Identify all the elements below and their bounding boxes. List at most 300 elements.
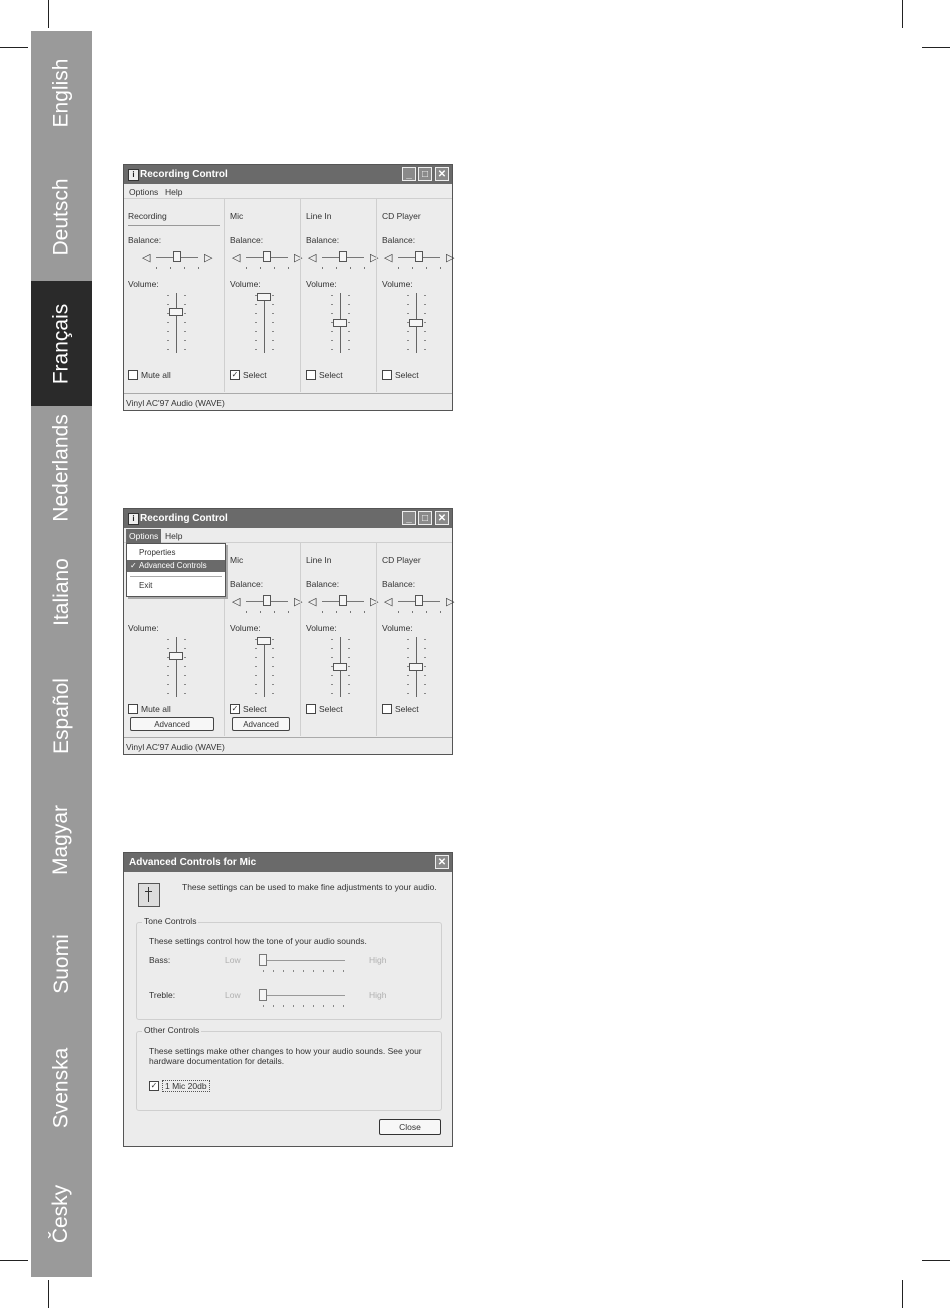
volume-tick (184, 648, 186, 649)
bass-high-label: High (369, 955, 387, 965)
balance-label: Balance: (128, 235, 162, 245)
checkbox-row[interactable] (230, 369, 267, 380)
volume-tick (167, 340, 169, 341)
tone-description: These settings control how the tone of your audio sounds. (149, 936, 367, 946)
group-label: Other Controls (144, 1025, 200, 1035)
balance-slider[interactable] (142, 251, 212, 265)
slider-tick (273, 1005, 274, 1007)
slider-tick (323, 1005, 324, 1007)
volume-tick (255, 340, 257, 341)
status-bar: Vinyl AC'97 Audio (WAVE) (124, 737, 452, 754)
volume-tick (348, 304, 350, 305)
language-label: Deutsch (49, 178, 73, 256)
slider-tick (313, 1005, 314, 1007)
column-heading: CD Player (382, 211, 421, 221)
volume-tick (331, 340, 333, 341)
volume-tick (331, 331, 333, 332)
language-label: English (49, 58, 73, 128)
balance-thumb[interactable] (415, 251, 423, 262)
balance-tick (398, 611, 399, 613)
volume-tick (331, 349, 333, 350)
mixer-column (124, 199, 226, 392)
balance-label: Balance: (306, 579, 340, 589)
volume-tick (348, 684, 350, 685)
slider-tick (273, 970, 274, 972)
language-label: Nederlands (49, 414, 73, 522)
language-tab-magyar[interactable] (31, 778, 92, 902)
volume-tick (272, 657, 274, 658)
balance-tick (398, 267, 399, 269)
checkbox-row[interactable] (128, 703, 171, 714)
balance-tick (322, 267, 323, 269)
volume-tick (255, 304, 257, 305)
balance-slider[interactable] (384, 251, 454, 265)
mixer-column (378, 199, 454, 392)
balance-tick (184, 267, 185, 269)
close-button[interactable]: ✕ (435, 855, 449, 869)
volume-tick (167, 349, 169, 350)
language-label: Magyar (49, 804, 73, 876)
volume-tick (184, 331, 186, 332)
treble-label: Treble: (149, 990, 176, 1000)
volume-tick (167, 648, 169, 649)
checkbox-label: Select (319, 703, 343, 714)
mic-20db-checkbox[interactable]: ✓ (150, 1080, 158, 1090)
slider-tick (333, 1005, 334, 1007)
volume-tick (407, 340, 409, 341)
volume-tick (424, 304, 426, 305)
balance-tick (170, 267, 171, 269)
column-separator (300, 543, 301, 736)
crop-mark (48, 1280, 49, 1308)
volume-thumb[interactable] (409, 663, 423, 671)
title-bar (124, 165, 452, 184)
crop-mark (0, 47, 28, 48)
balance-label: Balance: (230, 235, 264, 245)
language-tab-espanol[interactable] (31, 654, 92, 778)
volume-tick (184, 693, 186, 694)
slider-thumb[interactable] (259, 954, 267, 966)
balance-tick (288, 267, 289, 269)
balance-tick (350, 611, 351, 613)
volume-tick (255, 684, 257, 685)
slider-track (259, 960, 345, 961)
balance-label: Balance: (306, 235, 340, 245)
slider-tick (293, 970, 294, 972)
mixer-column (226, 543, 302, 736)
volume-thumb[interactable] (257, 293, 271, 301)
language-label: Suomi (49, 934, 73, 994)
balance-thumb[interactable] (339, 251, 347, 262)
crop-mark (902, 1280, 903, 1308)
slider-track (259, 995, 345, 996)
volume-tick (184, 304, 186, 305)
volume-tick (407, 304, 409, 305)
treble-low-label: Low (225, 990, 241, 1000)
speaker-left-icon: ◁ (384, 596, 393, 608)
crop-mark (922, 47, 950, 48)
balance-tick (156, 267, 157, 269)
menu-help[interactable]: Help (165, 187, 183, 197)
column-heading: Line In (306, 555, 332, 565)
volume-tick (184, 340, 186, 341)
volume-label: Volume: (230, 623, 261, 633)
title-bar (124, 853, 452, 872)
volume-track (176, 293, 177, 353)
speaker-left-icon: ◁ (232, 596, 241, 608)
column-heading: CD Player (382, 555, 421, 565)
recording-control-window (123, 164, 453, 411)
volume-track (176, 637, 177, 697)
mixer-app-icon: i (128, 513, 139, 525)
volume-tick (424, 349, 426, 350)
language-tab-italiano[interactable] (31, 530, 92, 654)
volume-thumb[interactable] (333, 319, 347, 327)
close-dialog-button[interactable]: Close (379, 1119, 441, 1135)
balance-tick (322, 611, 323, 613)
balance-thumb[interactable] (263, 251, 271, 262)
volume-tick (424, 295, 426, 296)
volume-tick (348, 295, 350, 296)
volume-tick (407, 684, 409, 685)
volume-tick (184, 313, 186, 314)
speaker-right-icon: ◁ (203, 252, 212, 264)
volume-tick (255, 693, 257, 694)
menu-divider (130, 576, 222, 577)
volume-label: Volume: (382, 279, 413, 289)
mute-all-checkbox[interactable] (128, 370, 138, 380)
volume-tick (331, 304, 333, 305)
volume-tick (424, 666, 426, 667)
balance-thumb[interactable] (339, 595, 347, 606)
balance-tick (336, 611, 337, 613)
balance-tick (412, 611, 413, 613)
checkbox-row[interactable] (382, 369, 419, 380)
crop-mark (0, 1260, 28, 1261)
balance-slider[interactable] (308, 595, 378, 609)
volume-tick (272, 639, 274, 640)
bass-label: Bass: (149, 955, 171, 965)
advanced-button[interactable]: Advanced (130, 717, 214, 731)
volume-tick (348, 322, 350, 323)
speaker-right-icon: ◁ (445, 252, 454, 264)
tone-controls-group (136, 916, 442, 1020)
volume-tick (331, 675, 333, 676)
language-tab-deutsch[interactable] (31, 155, 92, 279)
balance-tick (426, 611, 427, 613)
volume-tick (255, 349, 257, 350)
slider-tick (283, 1005, 284, 1007)
volume-label: Volume: (306, 279, 337, 289)
crop-mark (48, 0, 49, 28)
menu-item-advanced-controls[interactable] (127, 560, 225, 572)
menu-help[interactable]: Help (165, 531, 183, 541)
slider-tick (263, 970, 264, 972)
menu-options[interactable]: Options (126, 529, 161, 543)
checkbox-row[interactable] (306, 703, 343, 714)
volume-track (264, 293, 265, 353)
volume-tick (255, 313, 257, 314)
advanced-button[interactable]: Advanced (232, 717, 290, 731)
options-dropdown (126, 543, 226, 597)
checkbox-label: Mute all (141, 369, 171, 380)
volume-tick (424, 684, 426, 685)
minimize-button[interactable]: _ (402, 511, 416, 525)
slider-tick (293, 1005, 294, 1007)
volume-tick (407, 295, 409, 296)
volume-tick (348, 648, 350, 649)
menu-item-properties[interactable]: Properties (139, 548, 176, 557)
column-separator (300, 199, 301, 392)
column-heading: Mic (230, 211, 244, 221)
speaker-left-icon: ◁ (308, 252, 317, 264)
volume-tick (331, 693, 333, 694)
volume-tick (272, 675, 274, 676)
volume-tick (167, 295, 169, 296)
checkbox-label: Select (243, 369, 267, 380)
speaker-left-icon: ◁ (232, 252, 241, 264)
volume-tick (272, 304, 274, 305)
close-button[interactable]: ✕ (435, 167, 449, 181)
volume-tick (184, 639, 186, 640)
bass-slider[interactable] (259, 954, 345, 974)
balance-label: Balance: (382, 579, 416, 589)
volume-thumb[interactable] (333, 663, 347, 671)
volume-tick (255, 648, 257, 649)
speaker-right-icon: ◁ (369, 252, 378, 264)
heading-divider (128, 225, 220, 226)
settings-book-icon (138, 883, 160, 907)
menu-bar (124, 184, 452, 199)
volume-tick (272, 340, 274, 341)
speaker-right-icon: ◁ (369, 596, 378, 608)
mixer-app-icon: i (128, 169, 139, 181)
volume-tick (272, 331, 274, 332)
balance-tick (246, 611, 247, 613)
volume-tick (407, 648, 409, 649)
balance-label: Balance: (382, 235, 416, 245)
language-label: Español (49, 678, 73, 754)
balance-tick (336, 267, 337, 269)
checkbox-row[interactable] (306, 369, 343, 380)
volume-tick (407, 331, 409, 332)
language-tab-cesky[interactable] (31, 1150, 92, 1277)
select-checkbox[interactable]: ✓ (231, 369, 239, 379)
volume-tick (348, 666, 350, 667)
language-label: Français (49, 303, 73, 384)
language-tab-francais[interactable] (31, 281, 92, 406)
balance-slider[interactable] (232, 251, 302, 265)
checkmark-icon: ✓ (130, 561, 137, 570)
volume-tick (272, 693, 274, 694)
volume-thumb[interactable] (257, 637, 271, 645)
volume-tick (424, 313, 426, 314)
volume-tick (167, 675, 169, 676)
volume-tick (184, 322, 186, 323)
language-label: Italiano (49, 558, 73, 626)
volume-tick (167, 304, 169, 305)
volume-tick (424, 657, 426, 658)
volume-tick (184, 684, 186, 685)
column-heading: Recording (128, 211, 167, 221)
menu-item-label: Advanced Controls (139, 561, 207, 570)
other-controls-group (136, 1025, 442, 1111)
maximize-button[interactable]: □ (418, 511, 432, 525)
volume-label: Volume: (382, 623, 413, 633)
volume-tick (272, 322, 274, 323)
balance-thumb[interactable] (415, 595, 423, 606)
checkbox-label: Select (395, 369, 419, 380)
column-heading: Line In (306, 211, 332, 221)
window-title: Advanced Controls for Mic (129, 857, 257, 868)
balance-slider[interactable] (384, 595, 454, 609)
slider-tick (283, 970, 284, 972)
volume-tick (348, 340, 350, 341)
mic-20db-checkbox-row[interactable] (149, 1080, 210, 1091)
volume-tick (407, 657, 409, 658)
balance-thumb[interactable] (173, 251, 181, 262)
language-tab-nederlands[interactable] (31, 406, 92, 530)
mixer-column (302, 199, 378, 392)
maximize-button[interactable]: □ (418, 167, 432, 181)
select-checkbox[interactable] (306, 370, 316, 380)
checkbox-label: Select (319, 369, 343, 380)
volume-tick (407, 693, 409, 694)
volume-tick (331, 657, 333, 658)
language-tab-svenska[interactable] (31, 1026, 92, 1150)
volume-tick (424, 675, 426, 676)
volume-tick (184, 349, 186, 350)
volume-tick (424, 322, 426, 323)
volume-tick (272, 313, 274, 314)
select-checkbox[interactable] (382, 704, 392, 714)
balance-tick (364, 611, 365, 613)
bass-low-label: Low (225, 955, 241, 965)
volume-tick (167, 693, 169, 694)
treble-slider[interactable] (259, 989, 345, 1009)
volume-tick (184, 666, 186, 667)
balance-tick (426, 267, 427, 269)
volume-tick (184, 295, 186, 296)
volume-tick (348, 675, 350, 676)
status-bar: Vinyl AC'97 Audio (WAVE) (124, 393, 452, 410)
language-tab-english[interactable] (31, 31, 92, 155)
slider-tick (263, 1005, 264, 1007)
checkbox-label: Mute all (141, 703, 171, 714)
menu-options[interactable]: Options (129, 187, 159, 197)
volume-tick (331, 295, 333, 296)
mic-20db-label: 1 Mic 20db (162, 1080, 210, 1092)
volume-tick (424, 340, 426, 341)
checkbox-label: Select (243, 703, 267, 714)
speaker-left-icon: ◁ (142, 252, 151, 264)
column-separator (224, 199, 225, 392)
balance-slider[interactable] (232, 595, 302, 609)
volume-tick (348, 657, 350, 658)
window-title: Recording Control (140, 169, 228, 180)
minimize-button[interactable]: _ (402, 167, 416, 181)
volume-tick (272, 295, 274, 296)
volume-track (264, 637, 265, 697)
volume-tick (255, 322, 257, 323)
select-checkbox[interactable] (306, 704, 316, 714)
window-title: Recording Control (140, 513, 228, 524)
volume-thumb[interactable] (409, 319, 423, 327)
balance-slider[interactable] (308, 251, 378, 265)
volume-label: Volume: (230, 279, 261, 289)
balance-tick (412, 267, 413, 269)
volume-tick (167, 666, 169, 667)
close-button[interactable]: ✕ (435, 511, 449, 525)
select-checkbox[interactable]: ✓ (231, 703, 239, 713)
other-description: These settings make other changes to how your audio sounds. See your hardware documentation for details. (149, 1046, 422, 1066)
balance-tick (440, 267, 441, 269)
slider-tick (303, 1005, 304, 1007)
checkbox-row[interactable] (128, 369, 171, 380)
slider-thumb[interactable] (259, 989, 267, 1001)
slider-tick (303, 970, 304, 972)
menu-item-exit[interactable]: Exit (139, 581, 153, 590)
balance-thumb[interactable] (263, 595, 271, 606)
group-label: Tone Controls (144, 916, 197, 926)
balance-label: Balance: (230, 579, 264, 589)
balance-tick (364, 267, 365, 269)
language-label: Česky (49, 1184, 73, 1243)
volume-tick (255, 657, 257, 658)
volume-tick (424, 693, 426, 694)
balance-tick (274, 267, 275, 269)
speaker-right-icon: ◁ (293, 596, 302, 608)
volume-tick (167, 331, 169, 332)
volume-tick (331, 313, 333, 314)
checkbox-label: Select (395, 703, 419, 714)
volume-tick (184, 675, 186, 676)
mixer-column (302, 543, 378, 736)
volume-thumb[interactable] (169, 652, 183, 660)
speaker-left-icon: ◁ (308, 596, 317, 608)
balance-tick (198, 267, 199, 269)
volume-tick (272, 648, 274, 649)
language-tab-suomi[interactable] (31, 902, 92, 1026)
volume-tick (167, 684, 169, 685)
balance-tick (260, 267, 261, 269)
volume-tick (272, 684, 274, 685)
mixer-column (378, 543, 454, 736)
volume-tick (255, 675, 257, 676)
intro-text: These settings can be used to make fine adjustments to your audio. (182, 882, 437, 892)
speaker-left-icon: ◁ (384, 252, 393, 264)
select-checkbox[interactable] (382, 370, 392, 380)
slider-tick (343, 1005, 344, 1007)
checkbox-row[interactable] (230, 703, 267, 714)
volume-tick (167, 322, 169, 323)
checkbox-row[interactable] (382, 703, 419, 714)
menu-bar (124, 528, 452, 543)
mute-all-checkbox[interactable] (128, 704, 138, 714)
volume-tick (272, 666, 274, 667)
volume-tick (424, 648, 426, 649)
volume-label: Volume: (306, 623, 337, 633)
column-separator (376, 199, 377, 392)
balance-tick (246, 267, 247, 269)
volume-tick (407, 313, 409, 314)
volume-tick (424, 331, 426, 332)
balance-tick (350, 267, 351, 269)
title-bar (124, 509, 452, 528)
volume-thumb[interactable] (169, 308, 183, 316)
volume-tick (348, 349, 350, 350)
slider-tick (313, 970, 314, 972)
